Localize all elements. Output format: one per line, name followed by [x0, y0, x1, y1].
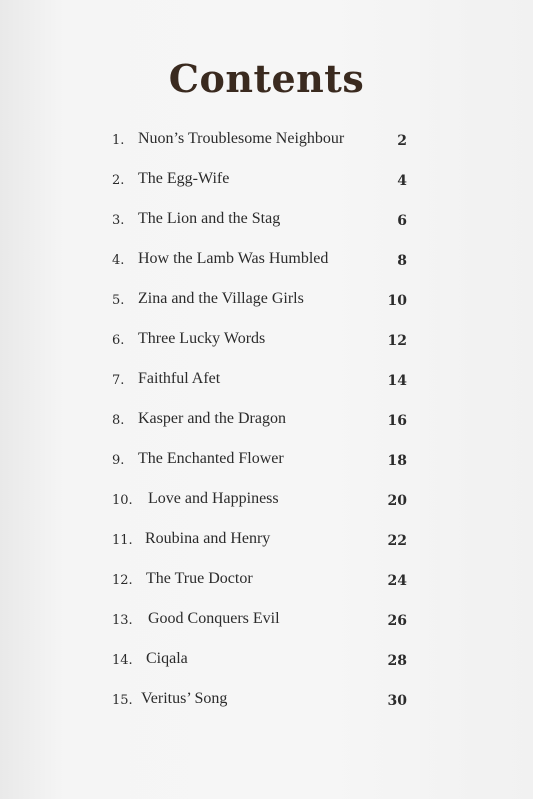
toc-row	[0, 604, 533, 636]
toc-page-number: 24	[387, 573, 407, 589]
toc-page-number: 2	[397, 133, 407, 149]
toc-number: 1.	[112, 133, 125, 148]
toc-row	[0, 164, 533, 196]
toc-page-number: 18	[387, 453, 407, 469]
toc-page-number: 20	[387, 493, 407, 509]
toc-number: 15.	[112, 693, 133, 708]
toc-title: Roubina and Henry	[145, 530, 271, 547]
toc-number: 13.	[112, 613, 133, 628]
toc-number: 3.	[112, 213, 125, 228]
toc-title: Good Conquers Evil	[148, 610, 280, 627]
toc-title: The True Doctor	[146, 570, 253, 587]
toc-page-number: 8	[397, 253, 407, 269]
toc-row	[0, 204, 533, 236]
toc-row	[0, 324, 533, 356]
toc-row	[0, 684, 533, 716]
toc-row	[0, 124, 533, 156]
toc-number: 6.	[112, 333, 125, 348]
toc-number: 7.	[112, 373, 125, 388]
toc-title: Zina and the Village Girls	[138, 290, 304, 307]
toc-title: Nuon’s Troublesome Neighbour	[138, 130, 345, 147]
toc-number: 14.	[112, 653, 133, 668]
toc-page-number: 6	[397, 213, 407, 229]
toc-page-number: 14	[387, 373, 407, 389]
toc-page-number: 16	[387, 413, 407, 429]
toc-number: 12.	[112, 573, 133, 588]
toc-number: 8.	[112, 413, 125, 428]
table-of-contents	[0, 122, 533, 742]
toc-title: The Enchanted Flower	[138, 450, 284, 467]
toc-row	[0, 524, 533, 556]
toc-number: 5.	[112, 293, 125, 308]
toc-page-number: 22	[387, 533, 407, 549]
toc-title: Ciqala	[146, 650, 188, 667]
toc-number: 2.	[112, 173, 125, 188]
toc-row	[0, 444, 533, 476]
toc-page-number: 12	[387, 333, 407, 349]
toc-row	[0, 284, 533, 316]
toc-number: 11.	[112, 533, 133, 548]
toc-title: The Lion and the Stag	[138, 210, 281, 227]
toc-number: 4.	[112, 253, 125, 268]
toc-row	[0, 244, 533, 276]
toc-title: Kasper and the Dragon	[138, 410, 286, 427]
toc-title: The Egg-Wife	[138, 170, 230, 187]
toc-row	[0, 564, 533, 596]
toc-title: Veritus’ Song	[141, 690, 228, 707]
toc-number: 9.	[112, 453, 125, 468]
toc-page-number: 26	[387, 613, 407, 629]
toc-row	[0, 484, 533, 516]
page-title: Contents	[168, 56, 365, 101]
toc-page-number: 30	[387, 693, 407, 709]
toc-page-number: 10	[387, 293, 407, 309]
toc-row	[0, 404, 533, 436]
toc-number: 10.	[112, 493, 133, 508]
toc-row	[0, 644, 533, 676]
toc-title: Love and Happiness	[148, 490, 279, 507]
toc-title: Three Lucky Words	[138, 330, 266, 347]
toc-row	[0, 364, 533, 396]
toc-page-number: 28	[387, 653, 407, 669]
toc-title: How the Lamb Was Humbled	[138, 250, 329, 267]
toc-title: Faithful Afet	[138, 370, 221, 387]
toc-page-number: 4	[397, 173, 407, 189]
